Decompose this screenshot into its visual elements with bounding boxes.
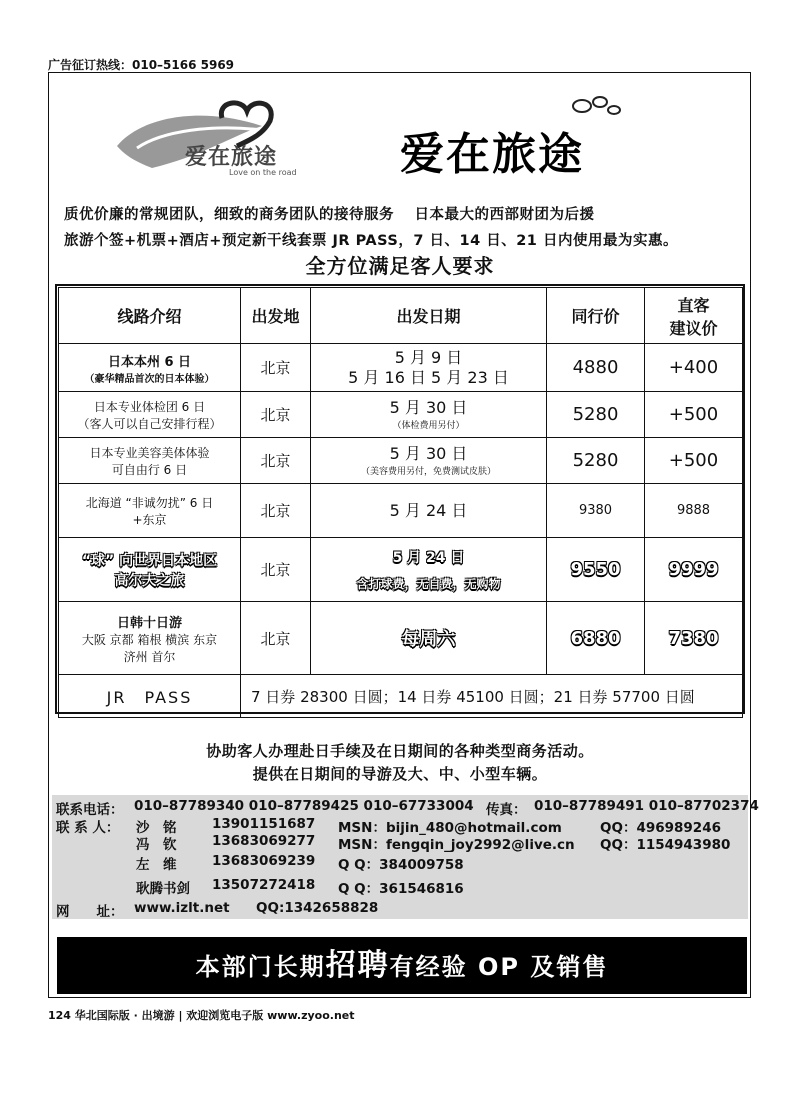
direct-price: 9999 (645, 538, 743, 602)
route-name: 日本专业美容美体体验 (89, 445, 210, 460)
contact-box (52, 795, 759, 920)
page-footer: 124 华北国际版 · 出境游 | 欢迎浏览电子版 www.zyoo.net (48, 1009, 355, 1022)
contact-phone: 13901151687 (212, 816, 316, 832)
trade-price: 5280 (547, 438, 645, 484)
contact-qq: Q Q：361546816 (338, 881, 464, 897)
person-label: 联 系 人： (56, 820, 120, 836)
direct-price: +500 (645, 438, 743, 484)
departure-city: 北京 (241, 344, 311, 392)
direct-price: 9888 (645, 484, 743, 538)
route-name: “球” 向世界日本地区 (81, 552, 218, 569)
header-date: 出发日期 (311, 288, 547, 344)
route-table (58, 287, 743, 718)
recruit-pre: 本部门长期 (195, 953, 326, 981)
direct-price: 7380 (645, 602, 743, 675)
website-qq: QQ:1342658828 (256, 900, 379, 916)
logo-left-subtitle: Love on the road (229, 168, 297, 177)
departure-city: 北京 (241, 602, 311, 675)
ad-hotline: 广告征订热线：010–5166 5969 (48, 58, 235, 72)
intro-line-1: 质优价廉的常规团队，细致的商务团队的接待服务 日本最大的西部财团为后援 (64, 207, 595, 223)
header-direct-price (645, 288, 743, 344)
jr-pass-prices: 7 日券 28300 日圆；14 日券 45100 日圆；21 日券 57700 日圆 (241, 675, 743, 718)
departure-date: 5 月 24 日 (392, 550, 465, 566)
departure-date: 5 月 30 日 (389, 444, 468, 463)
departure-date: 5 月 30 日 (389, 398, 468, 417)
contact-phone: 13683069239 (212, 853, 316, 869)
fax-label: 传真： (486, 802, 527, 818)
route-name: 日韩十日游 (116, 615, 182, 631)
recruit-banner (57, 937, 747, 994)
contact-qq: QQ：1154943980 (600, 837, 731, 853)
recruit-post: 有经验 OP 及销售 (389, 953, 609, 981)
recruit-highlight: 招聘 (325, 948, 390, 983)
date-note: 含打球费，无自费，无购物 (356, 577, 501, 591)
trade-price: 9380 (547, 484, 645, 538)
contact-qq: QQ：496989246 (600, 820, 721, 836)
website-link[interactable]: www.izlt.net (134, 900, 230, 916)
contact-name: 冯 钦 (136, 837, 177, 853)
departure-city: 北京 (241, 538, 311, 602)
departure-city: 北京 (241, 484, 311, 538)
contact-phone: 13507272418 (212, 877, 316, 893)
headline: 全方位满足客人要求 (305, 254, 495, 278)
departure-date: 每周六 (311, 602, 547, 675)
departure-date: 5 月 24 日 (311, 484, 547, 538)
contact-name: 沙 铭 (136, 820, 177, 836)
trade-price: 9550 (547, 538, 645, 602)
table-row (59, 675, 743, 718)
route-subtitle: 可自由行 6 日 (111, 462, 188, 477)
route-name: 日本本州 6 日 (107, 354, 192, 370)
header-direct-line2: 建议价 (669, 318, 718, 338)
assist-line-1: 协助客人办理赴日手续及在日期间的各种类型商务活动。 (206, 742, 594, 760)
date-note: （美容费用另付，免费测试皮肤） (360, 467, 496, 477)
trade-price: 6880 (547, 602, 645, 675)
website-label: 网 址： (56, 904, 124, 920)
header-direct-line1: 直客 (677, 295, 710, 315)
contact-phone: 13683069277 (212, 833, 316, 849)
route-name: 北海道 “非诚勿扰” 6 日 (85, 495, 214, 510)
direct-price: +400 (645, 344, 743, 392)
fax-numbers: 010–87789491 010–87702374 (534, 798, 759, 814)
route-subtitle-2: 济州 首尔 (123, 649, 176, 664)
route-name: 日本专业体检团 6 日 (93, 399, 206, 414)
table-row (59, 344, 743, 392)
departure-city: 北京 (241, 438, 311, 484)
route-subtitle: +东京 (132, 512, 167, 527)
header-route: 线路介绍 (59, 288, 241, 344)
table-row (59, 392, 743, 438)
jr-pass-label: JR PASS (59, 675, 241, 718)
table-row (59, 438, 743, 484)
intro-line-2: 旅游个签+机票+酒店+预定新干线套票 JR PASS，7 日、14 日、21 日内使用最为实惠。 (64, 233, 678, 249)
departure-city: 北京 (241, 392, 311, 438)
trade-price: 5280 (547, 392, 645, 438)
assist-line-2: 提供在日期间的导游及大、中、小型车辆。 (252, 765, 548, 783)
contact-msn: MSN：bijin_480@hotmail.com (338, 820, 562, 836)
contact-qq: Q Q：384009758 (338, 857, 464, 873)
logo-left-text: 爱在旅途 (185, 145, 278, 170)
route-subtitle: 高尔夫之旅 (114, 572, 185, 589)
table-row (59, 538, 743, 602)
contact-msn: MSN：fengqin_joy2992@live.cn (338, 837, 575, 853)
route-subtitle: 大阪 京都 箱根 横滨 东京 (81, 632, 218, 647)
table-row (59, 602, 743, 675)
phone-label: 联系电话： (56, 802, 124, 818)
header-city: 出发地 (241, 288, 311, 344)
header-trade-price: 同行价 (547, 288, 645, 344)
logo-right-text: 爱在旅途 (400, 129, 584, 180)
departure-date: 5 月 9 日 (394, 347, 463, 367)
departure-date-2: 5 月 16 日 5 月 23 日 (348, 367, 509, 387)
route-subtitle: （豪华精品首次的日本体验） (84, 373, 215, 385)
direct-price: +500 (645, 392, 743, 438)
date-note: （体检费用另付） (392, 421, 465, 431)
contact-name: 左 维 (136, 857, 177, 873)
route-subtitle: （客人可以自己安排行程） (77, 416, 222, 431)
phone-numbers: 010–87789340 010–87789425 010–67733004 (134, 798, 474, 814)
contact-name: 耿腾书剑 (136, 881, 190, 897)
table-row (59, 484, 743, 538)
trade-price: 4880 (547, 344, 645, 392)
